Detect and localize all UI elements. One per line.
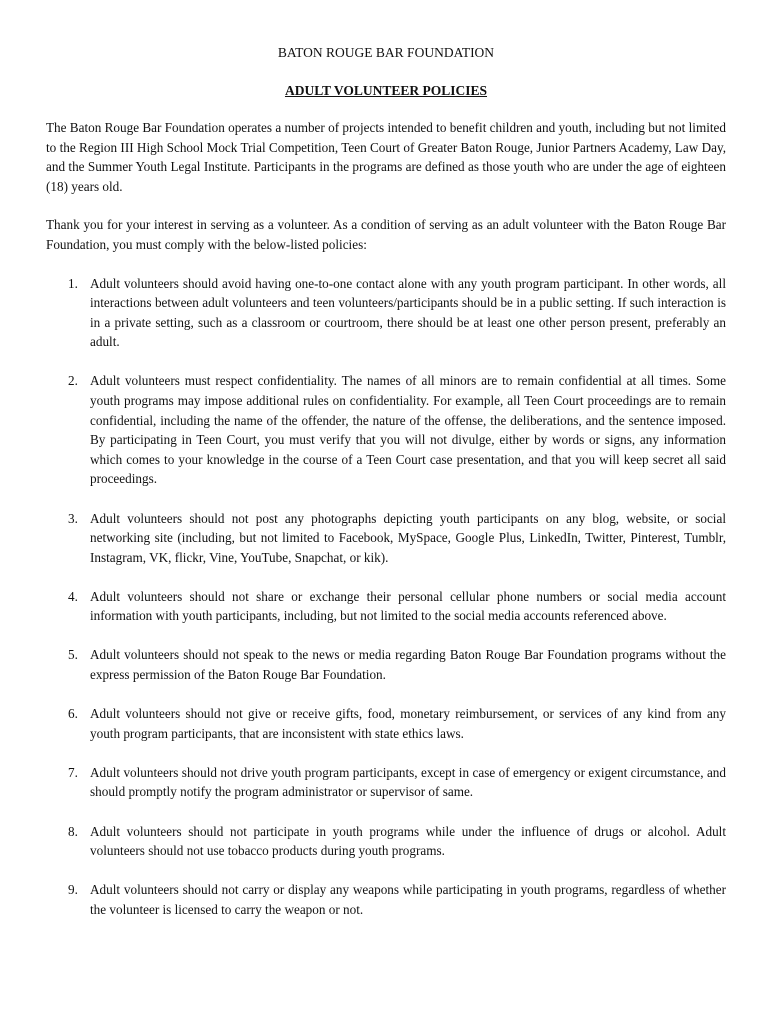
policy-number: 2. — [68, 373, 78, 389]
intro-paragraph: The Baton Rouge Bar Foundation operates a number of projects intended to benefit children and youth, including but not limited to the Region III High School Mock Trial Competition, Teen Court of Greater Baton Rouge, Junior Partners Academy, Law Day, and the Summer Youth Legal Institute. Participants in the programs are defined as those youth who are under the age of eighteen (18) years old. — [46, 120, 726, 194]
document-page — [46, 44, 726, 939]
policy-number: 7. — [68, 764, 78, 780]
policy-item — [46, 587, 726, 626]
policy-number: 6. — [68, 706, 78, 722]
policy-number: 1. — [68, 275, 78, 291]
document-title: ADULT VOLUNTEER POLICIES — [284, 83, 488, 98]
policy-text: Adult volunteers should not post any photographs depicting youth participants on any blog, website, or social networking site (including, but not limited to Facebook, MySpace, Google Plus, LinkedIn, Twitter, Pinterest, Tumblr, Instagram, VK, flickr, Vine, YouTube, Snapchat, or kik). — [90, 510, 726, 565]
policy-text: Adult volunteers should not share or exchange their personal cellular phone numbers or social media account information with youth participants, including, but not limited to the social media accounts referenced above. — [90, 588, 726, 624]
policy-text: Adult volunteers should not give or receive gifts, food, monetary reimbursement, or services of any kind from any youth program participants, that are inconsistent with state ethics laws. — [90, 706, 726, 741]
policy-list — [46, 274, 726, 920]
policy-text: Adult volunteers should not participate in youth programs while under the influence of drugs or alcohol. Adult volunteers should not use tobacco products during youth programs. — [90, 823, 726, 859]
policy-text: Adult volunteers should not carry or display any weapons while participating in youth programs, regardless of whether the volunteer is licensed to carry the weapon or not. — [90, 882, 726, 917]
policy-text: Adult volunteers should avoid having one-to-one contact alone with any youth program participant. In other words, all interactions between adult volunteers and teen volunteers/participants should be in a public setting. If such interaction is in a private setting, such as a classroom or courtroom, there should be at least one other person present, preferably an adult. — [90, 275, 726, 350]
policy-item — [46, 763, 726, 802]
organization-name: BATON ROUGE BAR FOUNDATION — [277, 45, 495, 60]
policy-text: Adult volunteers must respect confidentiality. The names of all minors are to remain confidential at all times. Some youth programs may impose additional rules on confidentiality. For example, all Teen Court proceedings are to remain confidential, including the name of the offender, the nature of the offense, the deliberations, and the sentence imposed. By participating in Teen Court, you must verify that you will not divulge, either by words or signs, any information which comes to your knowledge in the course of a Teen Court case presentation, and that you will keep secret all said proceedings. — [90, 373, 726, 487]
policy-item — [46, 822, 726, 861]
policy-number: 4. — [68, 588, 78, 604]
policy-number: 3. — [68, 510, 78, 526]
policy-text: Adult volunteers should not drive youth program participants, except in case of emergency or exigent circumstance, and should promptly notify the program administrator or supervisor of same. — [90, 764, 726, 800]
policy-item — [46, 274, 726, 352]
policy-item — [46, 704, 726, 743]
policy-number: 5. — [68, 647, 78, 663]
policy-item — [46, 645, 726, 684]
policy-item — [46, 371, 726, 489]
policy-item — [46, 880, 726, 919]
policy-text: Adult volunteers should not speak to the news or media regarding Baton Rouge Bar Foundation programs without the express permission of the Baton Rouge Bar Foundation. — [90, 647, 726, 683]
policy-item — [46, 509, 726, 568]
thank-you-paragraph: Thank you for your interest in serving as a volunteer. As a condition of serving as an adult volunteer with the Baton Rouge Bar Foundation, you must comply with the below-listed policies: — [46, 217, 726, 252]
policy-number: 8. — [68, 823, 78, 839]
policy-number: 9. — [68, 882, 78, 898]
